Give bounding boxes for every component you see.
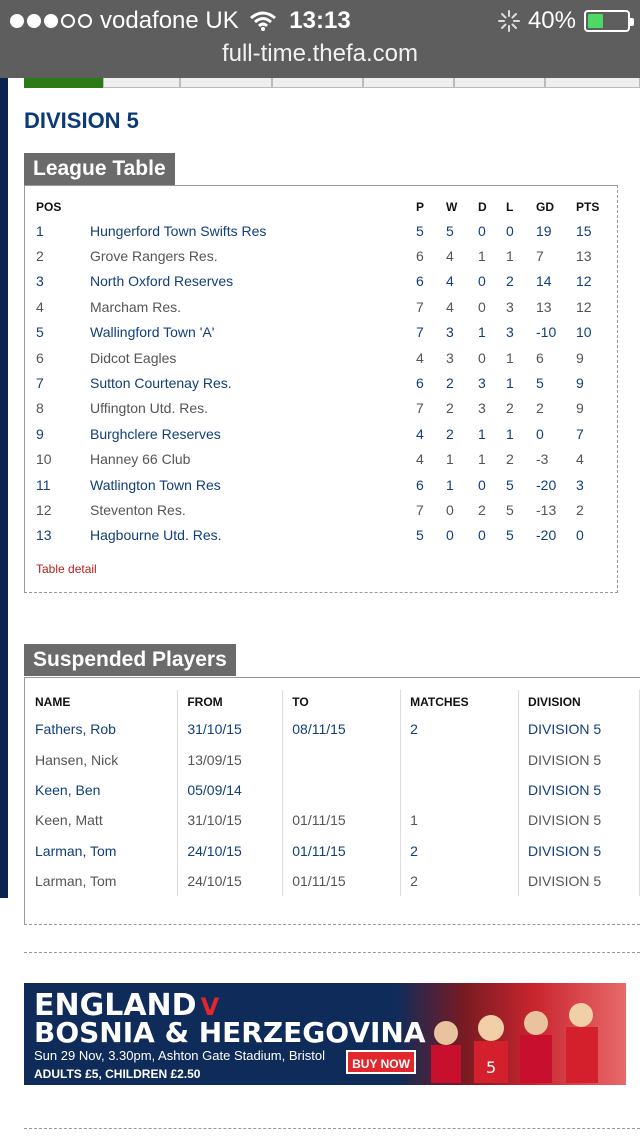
points-cell: 9 <box>576 400 584 417</box>
drawn-cell: 0 <box>478 298 486 315</box>
goal-diff-cell: 19 <box>536 222 552 239</box>
division-cell: DIVISION 5 <box>519 805 640 835</box>
points-cell: 12 <box>576 298 592 315</box>
ad-versus: V <box>200 993 220 1021</box>
pos-cell: 2 <box>36 248 44 265</box>
goal-diff-cell: 2 <box>536 400 544 417</box>
matches-cell <box>401 775 519 805</box>
won-cell: 3 <box>446 349 454 366</box>
ad-england: ENGLAND <box>34 988 197 1023</box>
won-cell: 2 <box>446 425 454 442</box>
suspended-player-row <box>26 805 640 835</box>
buy-now-button[interactable]: BUY NOW <box>346 1050 416 1074</box>
lost-cell: 1 <box>506 375 514 392</box>
team-cell: Didcot Eagles <box>90 349 177 366</box>
league-table-row <box>36 447 616 472</box>
goal-diff-cell: -20 <box>536 527 557 544</box>
drawn-cell: 0 <box>478 349 486 366</box>
won-cell: 0 <box>446 527 454 544</box>
points-cell: 12 <box>576 273 592 290</box>
won-cell: 5 <box>446 222 454 239</box>
pos-cell: 13 <box>36 527 52 544</box>
drawn-cell: 0 <box>478 476 486 493</box>
browser-top-bar <box>0 0 640 78</box>
league-table-row <box>36 269 616 294</box>
points-cell: 3 <box>576 476 584 493</box>
col-matches: MATCHES <box>401 690 519 714</box>
won-cell: 4 <box>446 248 454 265</box>
players-photo-icon <box>416 993 616 1083</box>
suspended-players-table <box>26 690 640 896</box>
player-name-cell: Larman, Tom <box>26 866 178 896</box>
table-detail-link[interactable]: Table detail <box>36 562 97 576</box>
drawn-cell: 0 <box>478 527 486 544</box>
ad-banner[interactable] <box>24 983 626 1085</box>
league-table-row <box>36 370 616 395</box>
played-cell: 7 <box>416 400 424 417</box>
matches-cell: 2 <box>401 866 519 896</box>
goal-diff-cell: -13 <box>536 501 557 518</box>
lost-cell: 0 <box>506 222 514 239</box>
col-to: TO <box>283 690 401 714</box>
points-cell: 15 <box>576 222 592 239</box>
to-date-cell: 08/11/15 <box>283 714 401 744</box>
won-cell: 1 <box>446 476 454 493</box>
col-l: L <box>506 200 514 214</box>
ad-divider <box>24 952 640 953</box>
goal-diff-cell: 13 <box>536 298 552 315</box>
team-cell[interactable]: Sutton Courtenay Res. <box>90 375 232 392</box>
pos-cell: 9 <box>36 425 44 442</box>
drawn-cell: 0 <box>478 273 486 290</box>
team-cell: Uffington Utd. Res. <box>90 400 209 417</box>
goal-diff-cell: -3 <box>536 451 549 468</box>
won-cell: 2 <box>446 375 454 392</box>
goal-diff-cell: -20 <box>536 476 557 493</box>
suspended-player-row <box>26 714 640 744</box>
drawn-cell: 1 <box>478 425 486 442</box>
page-bottom-divider <box>24 1128 640 1129</box>
lost-cell: 3 <box>506 298 514 315</box>
league-table-heading: League Table <box>24 153 175 185</box>
played-cell: 4 <box>416 425 424 442</box>
pos-cell: 12 <box>36 501 52 518</box>
col-division: DIVISION <box>519 690 640 714</box>
points-cell: 10 <box>576 324 592 341</box>
division-cell[interactable]: DIVISION 5 <box>519 775 640 805</box>
goal-diff-cell: 6 <box>536 349 544 366</box>
league-table-row <box>36 345 616 370</box>
drawn-cell: 0 <box>478 222 486 239</box>
goal-diff-cell: 7 <box>536 248 544 265</box>
team-cell[interactable]: Watlington Town Res <box>90 476 221 493</box>
team-cell: Steventon Res. <box>90 501 186 518</box>
played-cell: 5 <box>416 527 424 544</box>
lost-cell: 5 <box>506 476 514 493</box>
team-cell[interactable]: Hagbourne Utd. Res. <box>90 527 222 544</box>
played-cell: 7 <box>416 324 424 341</box>
ad-details: Sun 29 Nov, 3.30pm, Ashton Gate Stadium, Bristol <box>34 1048 325 1063</box>
to-date-cell: 01/11/15 <box>283 866 401 896</box>
team-cell: Marcham Res. <box>90 298 182 315</box>
team-cell: Grove Rangers Res. <box>90 248 218 265</box>
league-table-row <box>36 421 616 446</box>
goal-diff-cell: 5 <box>536 375 544 392</box>
tab-news[interactable] <box>103 78 180 88</box>
pos-cell: 5 <box>36 324 44 341</box>
points-cell: 7 <box>576 425 584 442</box>
points-cell: 9 <box>576 349 584 366</box>
pos-cell: 4 <box>36 298 44 315</box>
league-table-row <box>36 523 616 548</box>
lost-cell: 5 <box>506 527 514 544</box>
page-edge-decoration <box>0 78 8 898</box>
played-cell: 7 <box>416 501 424 518</box>
played-cell: 5 <box>416 222 424 239</box>
lost-cell: 2 <box>506 451 514 468</box>
drawn-cell: 2 <box>478 501 486 518</box>
lost-cell: 1 <box>506 349 514 366</box>
league-table <box>36 196 616 548</box>
division-cell: DIVISION 5 <box>519 744 640 774</box>
drawn-cell: 3 <box>478 400 486 417</box>
division-cell: DIVISION 5 <box>519 866 640 896</box>
svg-text:5: 5 <box>486 1058 497 1077</box>
pos-cell: 7 <box>36 375 44 392</box>
won-cell: 1 <box>446 451 454 468</box>
points-cell: 4 <box>576 451 584 468</box>
battery-level <box>588 14 603 28</box>
lost-cell: 5 <box>506 501 514 518</box>
league-table-row <box>36 218 616 243</box>
won-cell: 4 <box>446 298 454 315</box>
lost-cell: 3 <box>506 324 514 341</box>
col-p: P <box>416 200 425 214</box>
to-date-cell: 01/11/15 <box>283 836 401 866</box>
team-cell[interactable]: Burghclere Reserves <box>90 425 221 442</box>
lost-cell: 2 <box>506 273 514 290</box>
battery-percent: 40% <box>527 7 576 34</box>
won-cell: 3 <box>446 324 454 341</box>
points-cell: 9 <box>576 375 584 392</box>
suspended-player-row <box>26 836 640 866</box>
matches-cell: 2 <box>401 836 519 866</box>
points-cell: 0 <box>576 527 584 544</box>
drawn-cell: 1 <box>478 324 486 341</box>
lost-cell: 1 <box>506 248 514 265</box>
league-table-row <box>36 294 616 319</box>
played-cell: 6 <box>416 375 424 392</box>
won-cell: 0 <box>446 501 454 518</box>
from-date-cell: 24/10/15 <box>178 866 283 896</box>
col-from: FROM <box>178 690 283 714</box>
pos-cell: 1 <box>36 222 44 239</box>
lost-cell: 1 <box>506 425 514 442</box>
matches-cell <box>401 744 519 774</box>
division-nav-tabs <box>24 78 640 88</box>
drawn-cell: 1 <box>478 248 486 265</box>
from-date-cell: 31/10/15 <box>178 805 283 835</box>
division-cell[interactable]: DIVISION 5 <box>519 836 640 866</box>
league-table-row <box>36 497 616 522</box>
to-date-cell: 01/11/15 <box>283 805 401 835</box>
from-date-cell: 13/09/15 <box>178 744 283 774</box>
played-cell: 6 <box>416 273 424 290</box>
matches-cell: 2 <box>401 714 519 744</box>
carrier-name: vodafone UK <box>100 7 239 34</box>
loading-spinner-icon <box>498 10 520 32</box>
player-name-cell: Hansen, Nick <box>26 744 178 774</box>
matches-cell: 1 <box>401 805 519 835</box>
col-pos: POS <box>36 200 62 214</box>
col-gd: GD <box>536 200 554 214</box>
tab-results[interactable] <box>272 78 363 88</box>
battery-icon <box>584 10 630 32</box>
lost-cell: 2 <box>506 400 514 417</box>
played-cell: 6 <box>416 248 424 265</box>
player-name-cell[interactable]: Keen, Ben <box>26 775 178 805</box>
pos-cell: 8 <box>36 400 44 417</box>
points-cell: 13 <box>576 248 592 265</box>
tab-email-sub[interactable] <box>545 78 640 88</box>
from-date-cell: 24/10/15 <box>178 836 283 866</box>
league-table-row <box>36 472 616 497</box>
page-title: DIVISION 5 <box>24 108 139 133</box>
from-date-cell: 31/10/15 <box>178 714 283 744</box>
goal-diff-cell: 0 <box>536 425 544 442</box>
status-bar <box>0 0 640 40</box>
to-date-cell <box>283 775 401 805</box>
suspended-player-row <box>26 744 640 774</box>
col-pts: PTS <box>576 200 600 214</box>
pos-cell: 3 <box>36 273 44 290</box>
points-cell: 2 <box>576 501 584 518</box>
player-name-cell[interactable]: Larman, Tom <box>26 836 178 866</box>
team-cell[interactable]: Wallingford Town 'A' <box>90 324 215 341</box>
from-date-cell: 05/09/14 <box>178 775 283 805</box>
team-cell: Hanney 66 Club <box>90 451 191 468</box>
tab-stats[interactable] <box>363 78 454 88</box>
ad-prices: ADULTS £5, CHILDREN £2.50 <box>34 1067 201 1081</box>
played-cell: 6 <box>416 476 424 493</box>
tab-tables[interactable] <box>454 78 545 88</box>
col-w: W <box>446 200 458 214</box>
suspended-player-row <box>26 866 640 896</box>
pos-cell: 11 <box>36 476 51 493</box>
suspended-header-row <box>26 690 640 714</box>
drawn-cell: 1 <box>478 451 486 468</box>
pos-cell: 6 <box>36 349 44 366</box>
ad-headline-2: BOSNIA & HERZEGOVINA <box>34 1016 426 1049</box>
pos-cell: 10 <box>36 451 52 468</box>
suspended-players-heading: Suspended Players <box>24 644 236 676</box>
drawn-cell: 3 <box>478 375 486 392</box>
player-name-cell[interactable]: Fathers, Rob <box>26 714 178 744</box>
league-table-row <box>36 396 616 421</box>
tab-home[interactable] <box>24 78 103 88</box>
goal-diff-cell: 14 <box>536 273 552 290</box>
suspended-player-row <box>26 775 640 805</box>
tab-fixtures[interactable] <box>180 78 271 88</box>
player-name-cell: Keen, Matt <box>26 805 178 835</box>
to-date-cell <box>283 744 401 774</box>
team-cell[interactable]: North Oxford Reserves <box>90 273 234 290</box>
goal-diff-cell: -10 <box>536 324 557 341</box>
division-cell[interactable]: DIVISION 5 <box>519 714 640 744</box>
league-table-header-row <box>36 196 616 218</box>
played-cell: 4 <box>416 451 424 468</box>
clock: 13:13 <box>289 7 351 34</box>
league-table-row <box>36 243 616 268</box>
col-name: NAME <box>26 690 178 714</box>
won-cell: 2 <box>446 400 454 417</box>
played-cell: 7 <box>416 298 424 315</box>
played-cell: 4 <box>416 349 424 366</box>
url-bar[interactable]: full-time.thefa.com <box>221 40 419 67</box>
won-cell: 4 <box>446 273 454 290</box>
col-team <box>90 196 416 218</box>
league-table-row <box>36 320 616 345</box>
col-d: D <box>478 200 487 214</box>
team-cell[interactable]: Hungerford Town Swifts Res <box>90 222 267 239</box>
